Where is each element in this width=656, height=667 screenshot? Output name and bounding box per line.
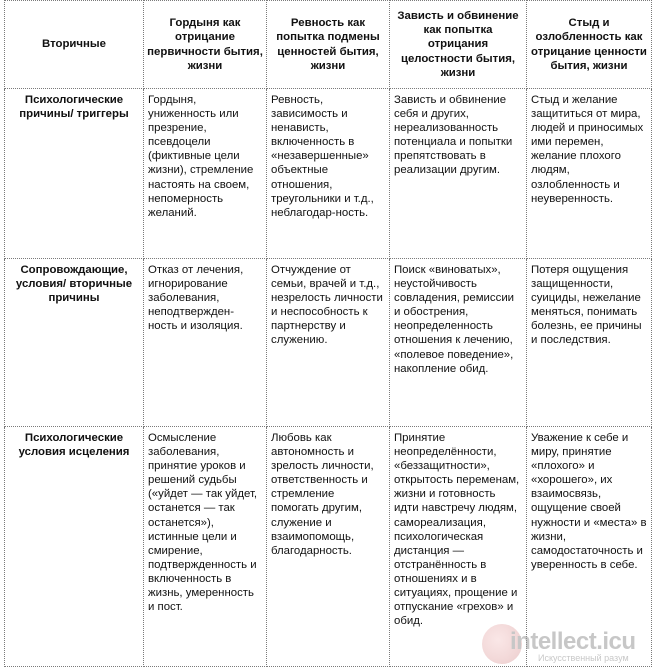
row-header: Сопровождающие, условия/ вторичные причины [5,259,144,427]
table-cell: Осмысление заболевания, принятие уроков и решений судьбы («уйдет — так уйдет, останется — так останется»), истинные цели и смирение, подтвержденность и включенность в жизнь, умеренность и пост. [144,427,267,667]
table-cell: Отказ от лечения, игнорирование заболевания, неподтвержден-ность и изоляция. [144,259,267,427]
header-cell-envy: Зависть и обвинение как попытка отрицания целостности бытия, жизни [390,1,527,89]
table-row [5,259,652,427]
table-cell: Зависть и обвинение себя и других, нереализованность потенциала и попытки препятствовать в реализации другим. [390,89,527,259]
table-cell: Уважение к себе и миру, принятие «плохого» и «хорошего», их взаимосвязь, ощущение своей нужности и «места» в жизни, самодостаточность и уверенность в себе. [527,427,652,667]
table-cell: Гордыня, униженность или презрение, псевдоцели (фиктивные цели жизни), стремление настоять на своем, непомерность желаний. [144,89,267,259]
header-cell-secondary: Вторичные [5,1,144,89]
table-cell: Потеря ощущения защищенности, суициды, нежелание меняться, понимать болезнь, ее причины и последствия. [527,259,652,427]
table-cell: Ревность, зависимость и ненависть, включенность в «незавершенные» объектные отношения, треугольники и т.д., неблагодар-ность. [267,89,390,259]
table-cell: Принятие неопределённости, «беззащитности», открытость переменам, жизни и готовность идти навстречу людям, самореализация, психологическая дистанция — отстранённость в отношениях и в ситуациях, прощение и отпускание «грехов» и обид. [390,427,527,667]
table-cell: Стыд и желание защититься от мира, людей и приносимых ими перемен, желание плохого людям, озлобленность и неуверенность. [527,89,652,259]
watermark [480,622,656,666]
header-cell-jealousy: Ревность как попытка подмены ценностей бытия, жизни [267,1,390,89]
comparison-table [4,0,652,667]
header-cell-shame: Стыд и озлобленность как отрицание ценности бытия, жизни [527,1,652,89]
watermark-site: intellect.icu [510,628,636,655]
table-cell: Поиск «виноватых», неустойчивость совладения, ремиссии и обострения, неопределенность отношения к лечению, «полевое поведение», накопление обид. [390,259,527,427]
row-header: Психологические условия исцеления [5,427,144,667]
row-header: Психологические причины/ триггеры [5,89,144,259]
table-header-row [5,1,652,89]
header-cell-pride: Гордыня как отрицание первичности бытия, жизни [144,1,267,89]
watermark-tagline: Искусственный разум [538,653,629,663]
table-cell: Любовь как автономность и зрелость личности, ответственность и стремление помогать другим, служение и взаимопомощь, благодарность. [267,427,390,667]
table-row [5,89,652,259]
table-cell: Отчуждение от семьи, врачей и т.д., незрелость личности и неспособность к партнерству и служению. [267,259,390,427]
